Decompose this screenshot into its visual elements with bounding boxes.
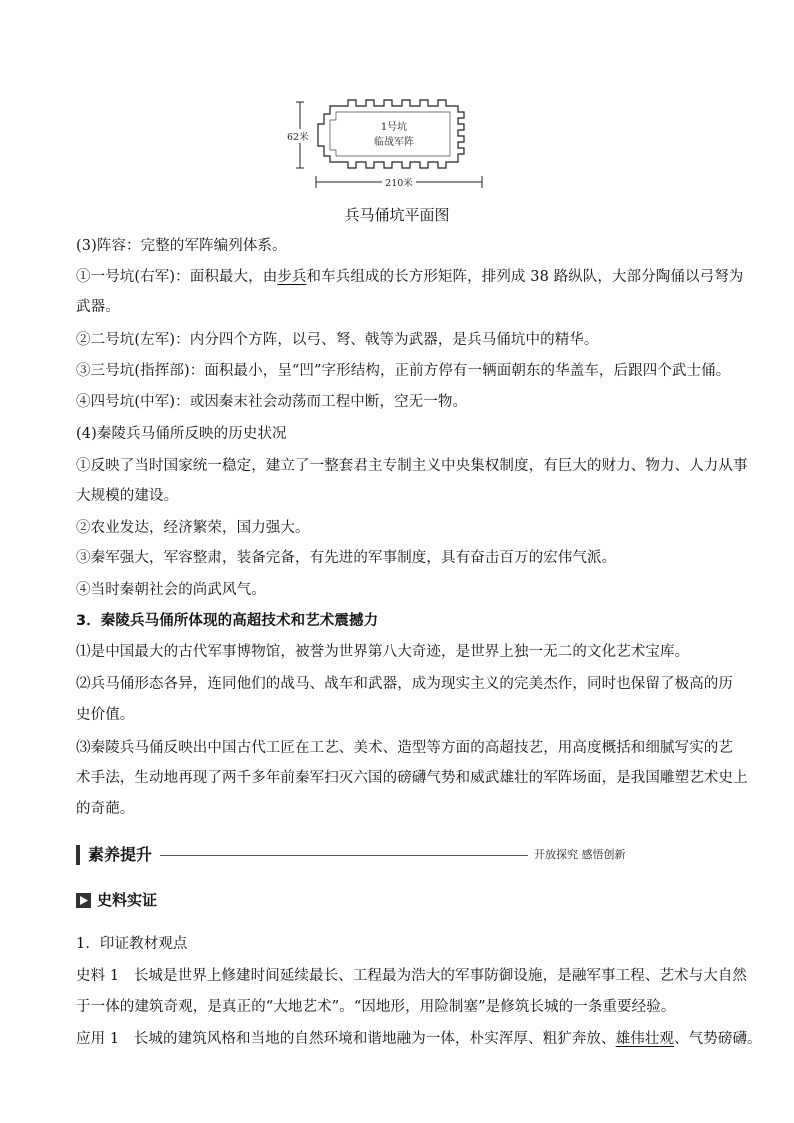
text-line: 1．印证教材观点 <box>76 936 188 952</box>
subsection-title: 史料实证 <box>97 891 158 909</box>
play-icon <box>76 893 91 908</box>
text-line: ②二号坑(左军)：内分四个方阵，以弓、弩、戟等为武器，是兵马俑坑中的精华。 <box>76 332 599 348</box>
pit-desc-label: 临战军阵 <box>374 137 414 148</box>
text-line: ①反映了当时国家统一稳定，建立了一整套君主专制主义中央集权制度，有巨大的财力、物力、人力从事 <box>76 458 748 474</box>
section-title: 素养提升 <box>88 845 153 864</box>
text-line: 史价值。 <box>76 707 135 723</box>
pit-outline <box>286 96 496 196</box>
text-line <box>76 267 744 287</box>
width-dimension-label: 210米 <box>385 178 413 189</box>
text-span: 和车兵组成的长方形矩阵，排列成 38 路纵队，大部分陶俑以弓弩为 <box>306 269 744 285</box>
text-line: ⑶秦陵兵马俑反映出中国古代工匠在工艺、美术、造型等方面的高超技艺，用高度概括和细腻写实的艺 <box>76 740 733 756</box>
text-span: 应用 1 长城的建筑风格和当地的自然环境和谐地融为一体，朴实浑厚、粗犷奔放、 <box>76 1031 616 1047</box>
text-line: ③秦军强大，军容整肃，装备完备，有先进的军事制度，具有奋击百万的宏伟气派。 <box>76 550 617 566</box>
text-line: 的奇葩。 <box>76 801 135 817</box>
text-line: 于一体的建筑奇观，是真正的“大地艺术”。“因地形，用险制塞”是修筑长城的一条重要经验。 <box>76 999 676 1015</box>
pit-name-label: 1号坑 <box>380 122 408 133</box>
text-line: ③三号坑(指挥部)：面积最小，呈“凹”字形结构，正前方停有一辆面朝东的华盖车，后跟四个武士俑。 <box>76 363 731 379</box>
height-dimension-label: 62米 <box>287 132 309 143</box>
underlined-term: 步兵 <box>277 269 307 285</box>
text-span: ①一号坑(右军)：面积最大，由 <box>76 269 278 285</box>
text-line: ⑵兵马俑形态各异，连同他们的战马、战车和武器，成为现实主义的完美杰作，同时也保留了极高的历 <box>76 676 733 692</box>
text-line: (4)秦陵兵马俑所反映的历史状况 <box>76 426 287 442</box>
section-bar <box>76 845 80 865</box>
text-line: 武器。 <box>76 299 120 315</box>
section-rule <box>160 855 528 856</box>
underlined-term: 雄伟壮观 <box>615 1031 675 1047</box>
text-line: 术手法，生动地再现了两千多年前秦军扫灭六国的磅礴气势和威武雄壮的军阵场面，是我国雕塑艺术史上 <box>76 770 748 786</box>
pit-plan-diagram <box>286 96 496 196</box>
text-line: (3)阵容：完整的军阵编列体系。 <box>76 238 287 254</box>
text-line <box>76 1029 762 1049</box>
text-line: ⑴是中国最大的古代军事博物馆，被誉为世界第八大奇迹，是世界上独一无二的文化艺术宝库。 <box>76 644 690 660</box>
text-span: 、气势磅礴。 <box>674 1031 762 1047</box>
text-line: ④当时秦朝社会的尚武风气。 <box>76 582 266 598</box>
text-line: ④四号坑(中军)：或因秦末社会动荡而工程中断，空无一物。 <box>76 394 468 410</box>
diagram-caption: 兵马俑坑平面图 <box>344 206 450 224</box>
section-subtitle: 开放探究 感悟创新 <box>534 848 626 861</box>
text-line: 史料 1 长城是世界上修建时间延续最长、工程最为浩大的军事防御设施，是融军事工程、艺术与大自然 <box>76 968 748 984</box>
text-line: 3．秦陵兵马俑所体现的高超技术和艺术震撼力 <box>76 613 379 629</box>
text-line: 大规模的建设。 <box>76 488 179 504</box>
text-line: ②农业发达，经济繁荣，国力强大。 <box>76 520 310 536</box>
